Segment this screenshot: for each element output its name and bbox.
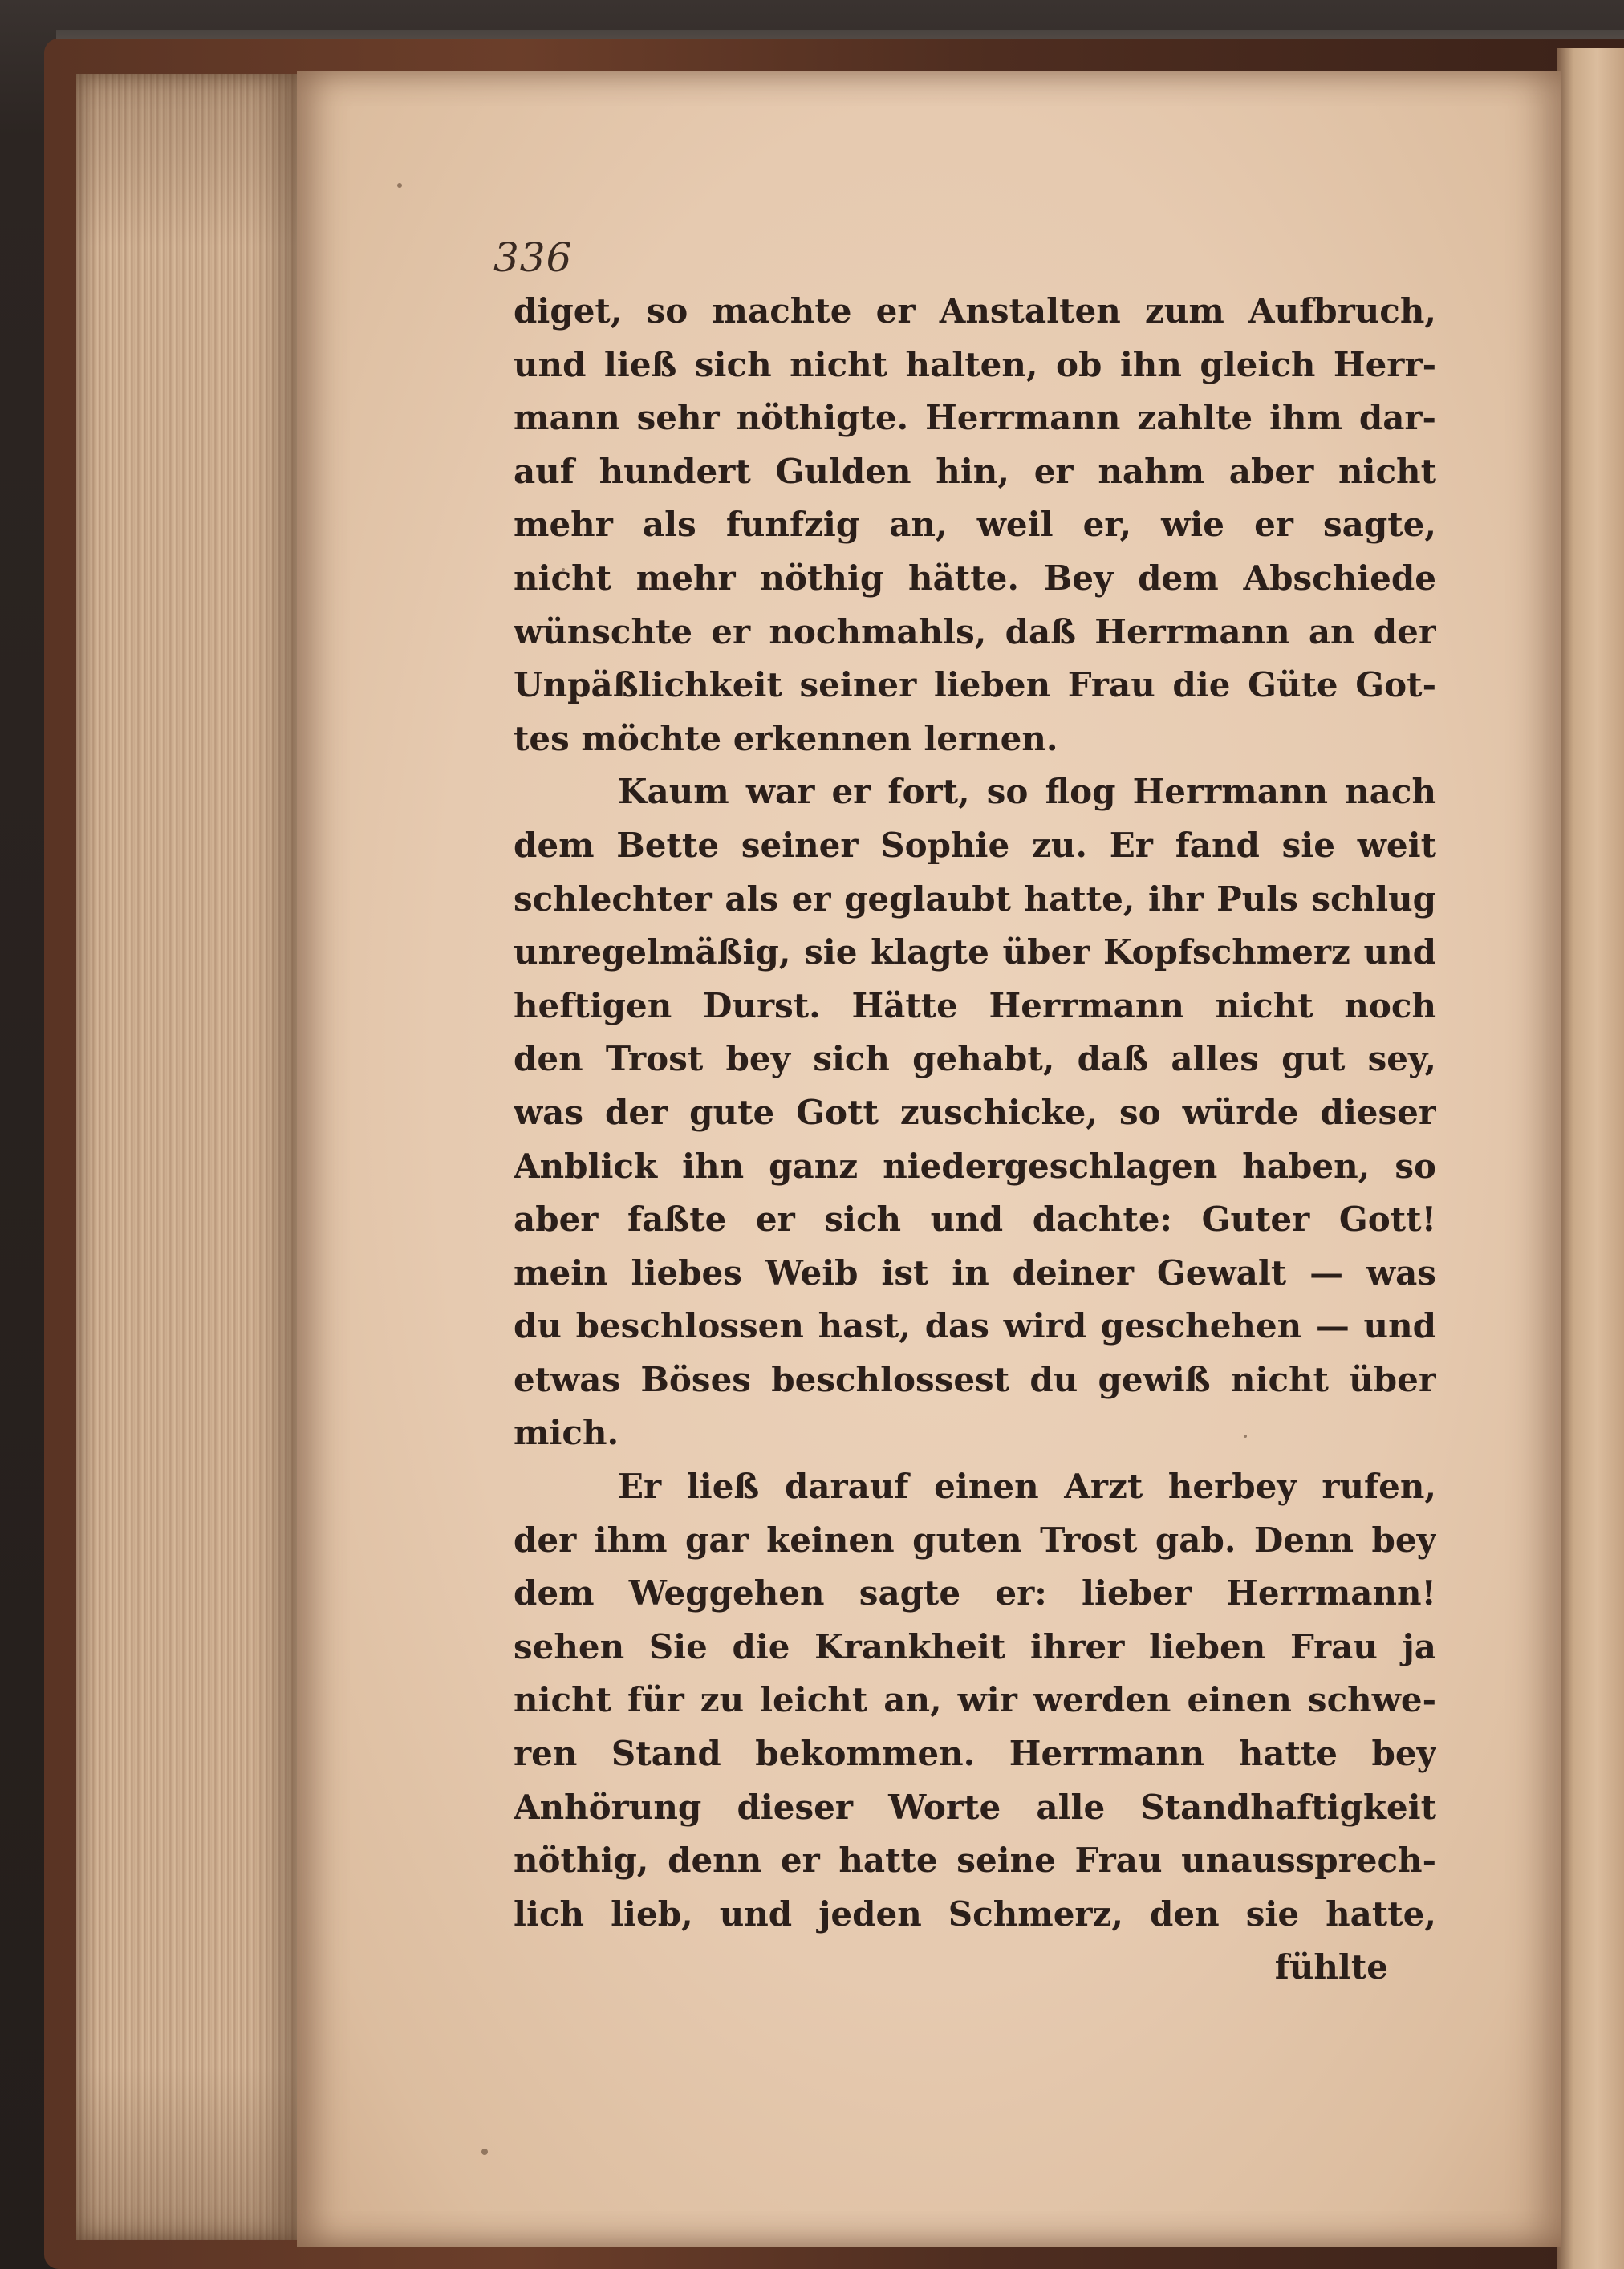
text-line: diget, so machte er Anstalten zum Aufbruch,	[514, 291, 1436, 331]
body-text	[514, 285, 1436, 1995]
text-line: etwas Böses beschlossest du gewiß nicht über	[514, 1359, 1436, 1399]
text-line: mich.	[514, 1413, 619, 1453]
text-line: dem Bette seiner Sophie zu. Er fand sie weit	[514, 825, 1436, 865]
text-line: du beschlossen hast, das wird geschehen — und	[514, 1306, 1436, 1346]
text-line: dem Weggehen sagte er: lieber Herrmann!	[514, 1573, 1436, 1613]
text-line: nöthig, denn er hatte seine Frau unaussprech-	[514, 1841, 1436, 1881]
text-line: was der gute Gott zuschicke, so würde dieser	[514, 1092, 1436, 1132]
text-line: und ließ sich nicht halten, ob ihn gleich Herr-	[514, 344, 1436, 384]
text-line: Kaum war er fort, so flog Herrmann nach	[618, 772, 1436, 812]
text-line: mehr als funfzig an, weil er, wie er sagte,	[514, 505, 1436, 545]
text-line: Unpäßlichkeit seiner lieben Frau die Güte Got-	[514, 665, 1436, 705]
text-line: der ihm gar keinen guten Trost gab. Denn bey	[514, 1520, 1436, 1560]
paper-speck	[397, 183, 402, 188]
catchword: fühlte	[1274, 1947, 1388, 1987]
text-line: mann sehr nöthigte. Herrmann zahlte ihm dar-	[514, 398, 1436, 438]
text-line: lich lieb, und jeden Schmerz, den sie hatte,	[514, 1894, 1436, 1934]
paper-speck	[481, 2149, 488, 2155]
text-line: nicht mehr nöthig hätte. Bey dem Abschiede	[514, 558, 1436, 598]
text-line: unregelmäßig, sie klagte über Kopfschmerz und	[514, 932, 1436, 972]
text-line: Er ließ darauf einen Arzt herbey rufen,	[618, 1467, 1436, 1507]
text-line: heftigen Durst. Hätte Herrmann nicht noch	[514, 985, 1436, 1025]
text-line: mein liebes Weib ist in deiner Gewalt — was	[514, 1252, 1436, 1293]
text-line: schlechter als er geglaubt hatte, ihr Puls schlug	[514, 879, 1436, 919]
text-line: sehen Sie die Krankheit ihrer lieben Frau ja	[514, 1626, 1436, 1666]
text-line: tes möchte erkennen lernen.	[514, 718, 1058, 758]
page-block-edges	[76, 74, 305, 2240]
text-line: auf hundert Gulden hin, er nahm aber nicht	[514, 451, 1436, 491]
text-line: ren Stand bekommen. Herrmann hatte bey	[514, 1734, 1436, 1774]
text-line: aber faßte er sich und dachte: Guter Gott!	[514, 1199, 1436, 1240]
text-line: Anhörung dieser Worte alle Standhaftigkeit	[514, 1787, 1436, 1827]
text-line: Anblick ihn ganz niedergeschlagen haben, so	[514, 1146, 1436, 1186]
text-line: nicht für zu leicht an, wir werden einen schwe-	[514, 1680, 1436, 1720]
text-line: wünschte er nochmahls, daß Herrmann an der	[514, 611, 1436, 651]
text-line: den Trost bey sich gehabt, daß alles gut sey,	[514, 1039, 1436, 1079]
facing-page-edge	[1557, 48, 1624, 2269]
page-number: 336	[493, 234, 573, 281]
